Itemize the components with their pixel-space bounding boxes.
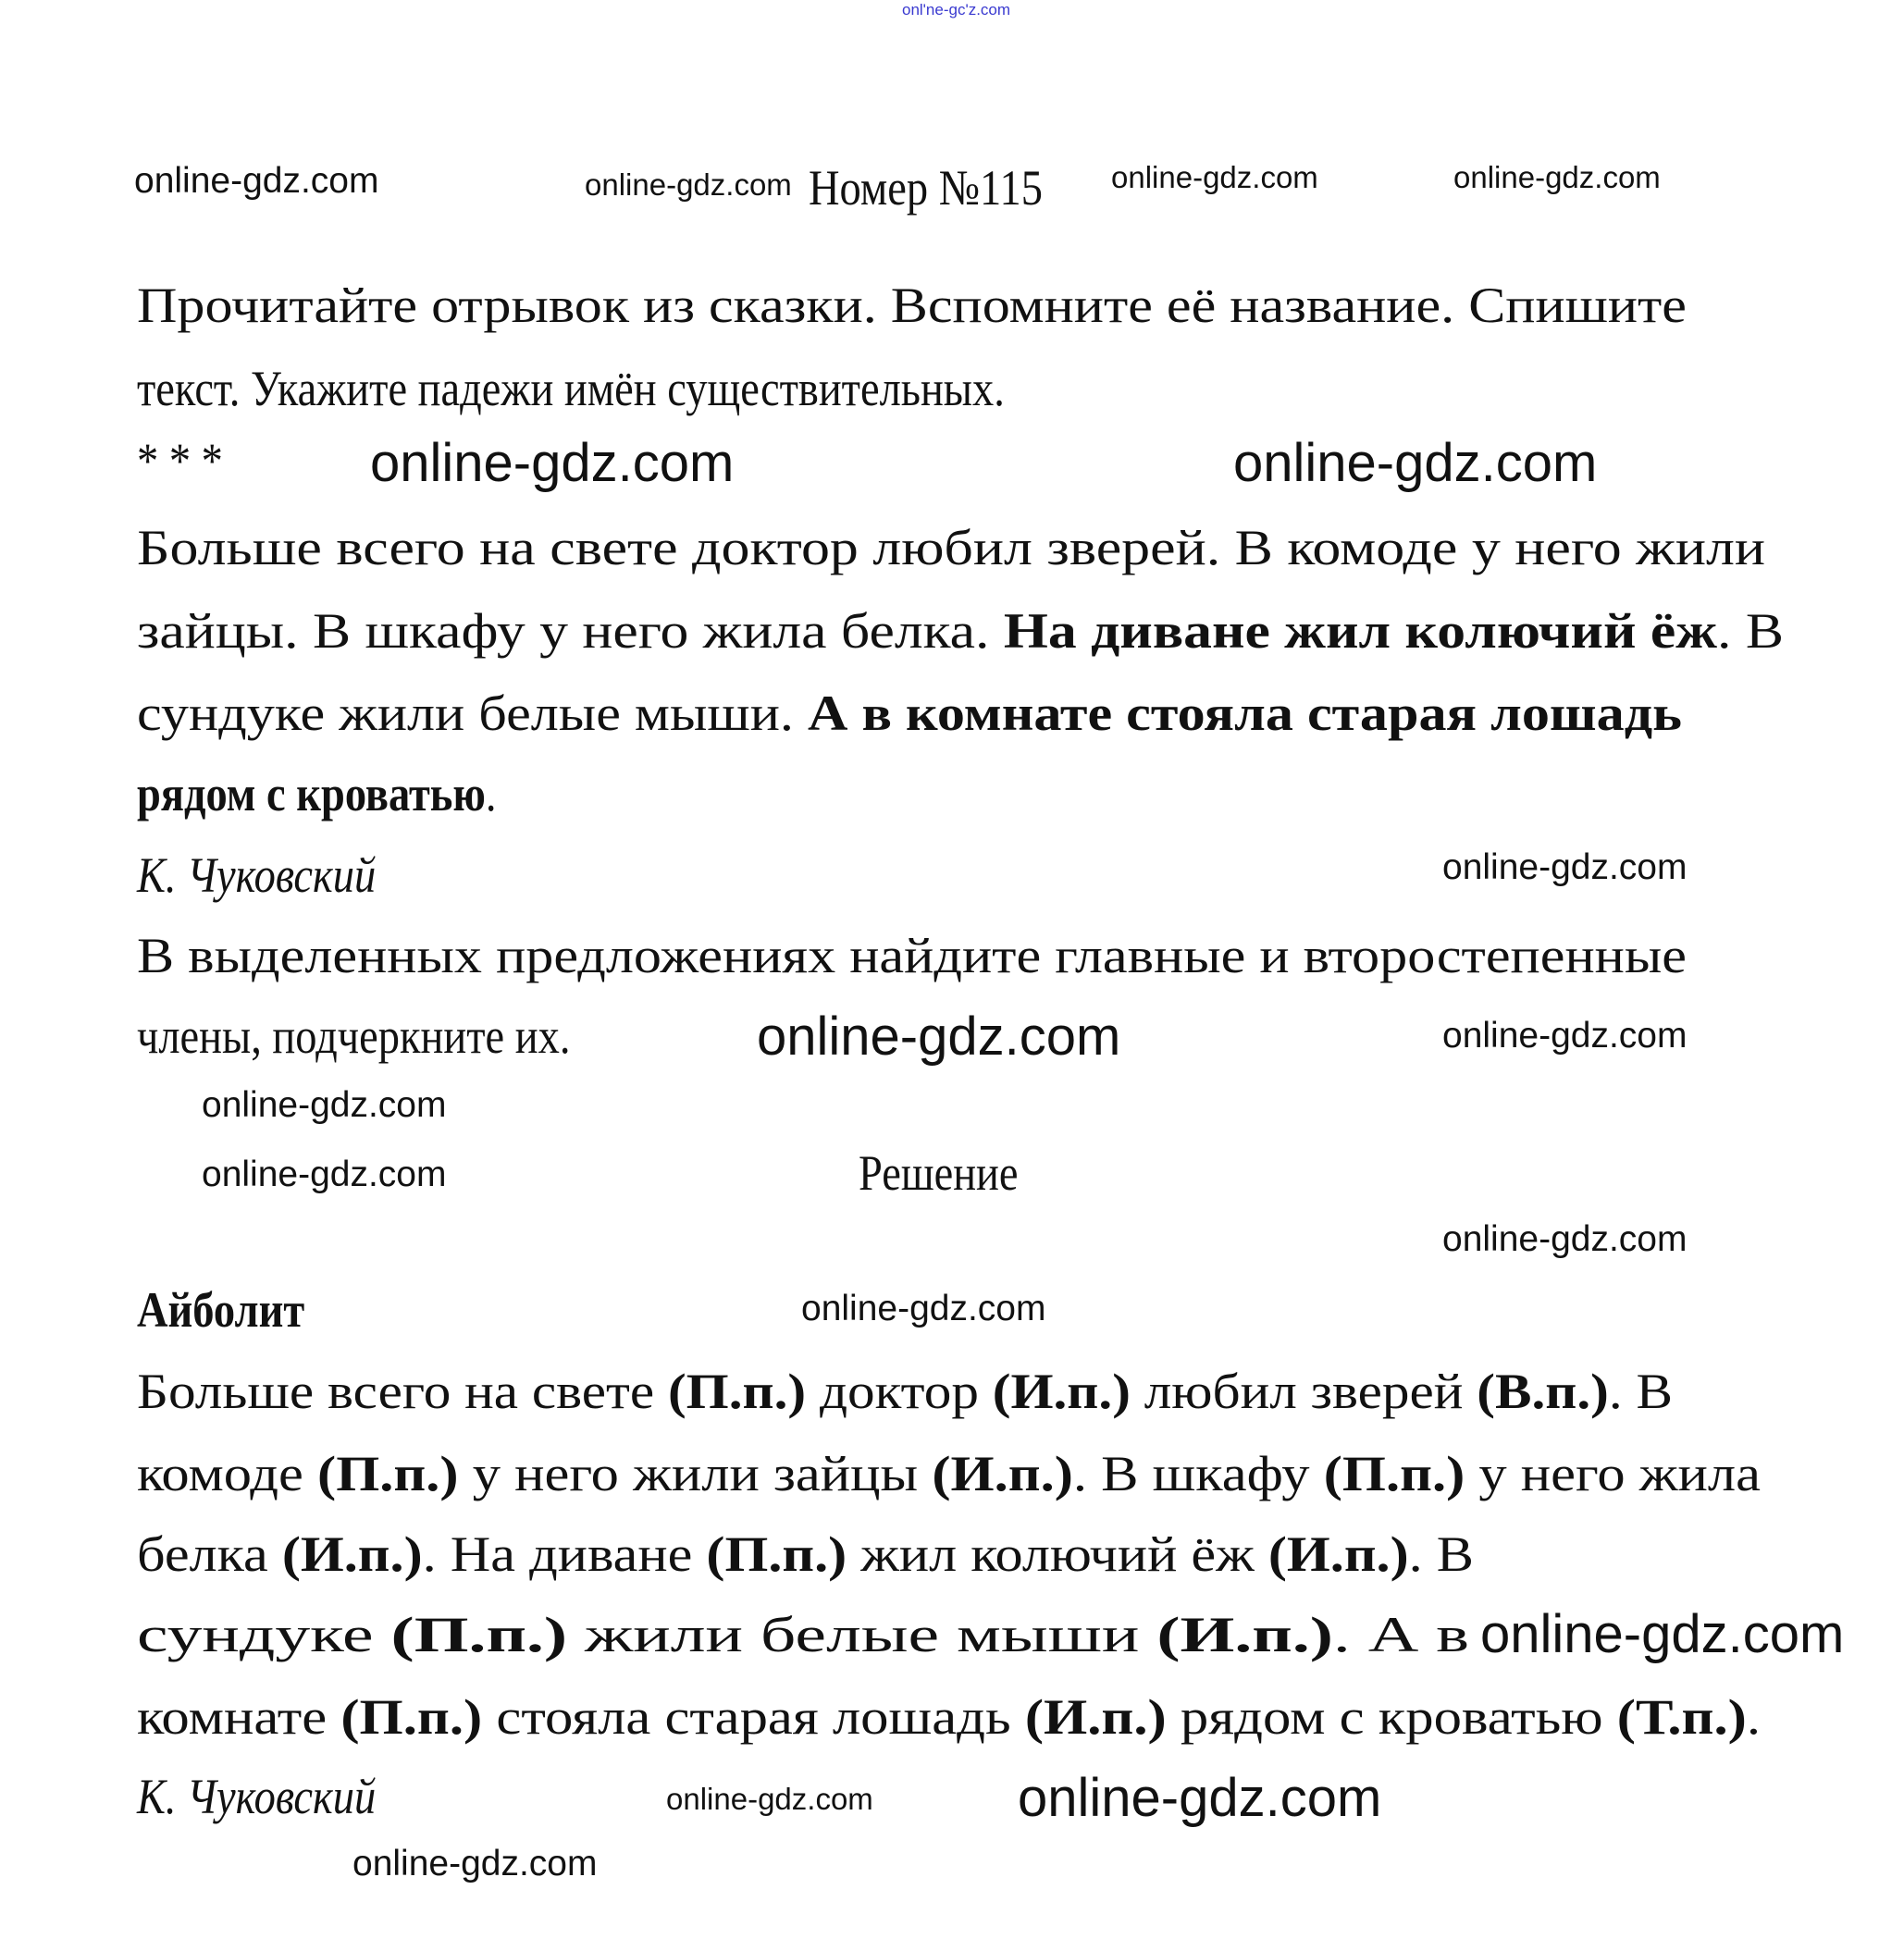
instruction-line <box>137 1004 570 1068</box>
text-segment: . <box>485 766 497 821</box>
excerpt-author: К. Чуковский <box>137 847 377 903</box>
text-segment: Больше всего на свете <box>137 1364 668 1419</box>
text-segment: Прочитайте отрывок из сказки. Вспомните её название. Спишите <box>137 278 1687 333</box>
bold-text: (П.п.) <box>667 1364 807 1419</box>
solution-line <box>137 1685 1761 1749</box>
text-segment: . В <box>1717 603 1784 659</box>
bold-text: (И.п.) <box>992 1364 1131 1419</box>
watermark: online-gdz.com <box>1453 160 1661 194</box>
bold-text: А в комнате стояла старая лошадь <box>807 685 1682 741</box>
page-title: Номер №115 <box>809 160 1043 216</box>
watermark: online-gdz.com <box>1442 1219 1688 1259</box>
task-line <box>137 356 1005 421</box>
watermark: online-gdz.com <box>1111 160 1318 194</box>
text-segment: жили белые мыши <box>567 1607 1157 1662</box>
instruction-line <box>137 923 1687 988</box>
solution-author: К. Чуковский <box>137 1769 377 1824</box>
text-segment: любил зверей <box>1130 1364 1477 1419</box>
watermark-top: onl'ne-gc'z.com <box>902 1 1011 19</box>
solution-line <box>137 1359 1673 1424</box>
watermark: online-gdz.com <box>1442 1016 1688 1056</box>
watermark: online-gdz.com <box>1018 1768 1382 1828</box>
watermark: online-gdz.com <box>370 433 735 493</box>
text-segment: белка <box>137 1526 282 1582</box>
bold-text: (И.п.) <box>281 1526 423 1582</box>
excerpt-line <box>137 681 1682 746</box>
bold-text: (П.п.) <box>340 1689 483 1745</box>
text-segment: . В шкафу <box>1072 1446 1324 1501</box>
text-segment: комнате <box>137 1689 341 1745</box>
text-segment: текст. Укажите падежи имён существительных. <box>137 361 1005 416</box>
text-segment: рядом с кроватью <box>1166 1689 1617 1745</box>
text-segment: жил колючий ёж <box>847 1526 1268 1582</box>
text-segment: зайцы. В шкафу у него жила белка. <box>137 603 1004 659</box>
text-segment: Больше всего на свете доктор любил зверей. В комоде у него жили <box>137 520 1765 575</box>
solution-title: Айболит <box>137 1282 305 1338</box>
text-segment: доктор <box>806 1364 993 1419</box>
text-segment: . <box>1746 1689 1761 1745</box>
bold-text: рядом с кроватью <box>137 766 486 821</box>
bold-text: (И.п.) <box>1156 1607 1333 1662</box>
text-segment: члены, подчеркните их. <box>137 1008 571 1064</box>
text-segment: * * * <box>137 433 223 488</box>
solution-line <box>137 1602 1469 1667</box>
text-segment: . А в <box>1332 1607 1469 1662</box>
watermark: online-gdz.com <box>585 167 792 202</box>
solution-line <box>137 1522 1474 1587</box>
bold-text: (И.п.) <box>932 1446 1073 1501</box>
text-segment: . В <box>1408 1526 1474 1582</box>
solution-line <box>137 1441 1761 1506</box>
watermark: online-gdz.com <box>666 1782 873 1816</box>
watermark: online-gdz.com <box>202 1155 447 1194</box>
bold-text: (П.п.) <box>317 1446 459 1501</box>
watermark: online-gdz.com <box>1480 1604 1845 1664</box>
bold-text: (П.п.) <box>390 1607 568 1662</box>
bold-text: (И.п.) <box>1267 1526 1409 1582</box>
bold-text: (Т.п.) <box>1616 1689 1747 1745</box>
text-segment: у него жила <box>1465 1446 1761 1501</box>
excerpt-line <box>137 599 1784 663</box>
text-segment: у него жили зайцы <box>458 1446 933 1501</box>
text-segment: комоде <box>137 1446 318 1501</box>
text-segment: В выделенных предложениях найдите главные и второстепенные <box>137 928 1687 983</box>
watermark: online-gdz.com <box>352 1844 598 1883</box>
text-segment: стояла старая лошадь <box>482 1689 1025 1745</box>
text-segment: сундуке жили белые мыши. <box>137 685 808 741</box>
excerpt-line <box>137 761 496 826</box>
watermark: online-gdz.com <box>801 1289 1046 1328</box>
text-segment: сундуке <box>137 1607 391 1662</box>
watermark: online-gdz.com <box>134 161 379 201</box>
task-line <box>137 273 1687 338</box>
text-segment: . На диване <box>422 1526 707 1582</box>
watermark: online-gdz.com <box>1442 847 1688 887</box>
excerpt-line <box>137 515 1765 580</box>
text-segment: . В <box>1608 1364 1673 1419</box>
bold-text: (И.п.) <box>1024 1689 1167 1745</box>
watermark: online-gdz.com <box>202 1085 447 1125</box>
bold-text: (П.п.) <box>1323 1446 1465 1501</box>
bold-text: На диване жил колючий ёж <box>1003 603 1718 659</box>
watermark: online-gdz.com <box>757 1007 1121 1067</box>
task-line <box>137 428 223 493</box>
watermark: online-gdz.com <box>1233 433 1598 493</box>
bold-text: (П.п.) <box>706 1526 847 1582</box>
solution-heading: Решение <box>859 1145 1019 1201</box>
bold-text: (В.п.) <box>1477 1364 1609 1419</box>
